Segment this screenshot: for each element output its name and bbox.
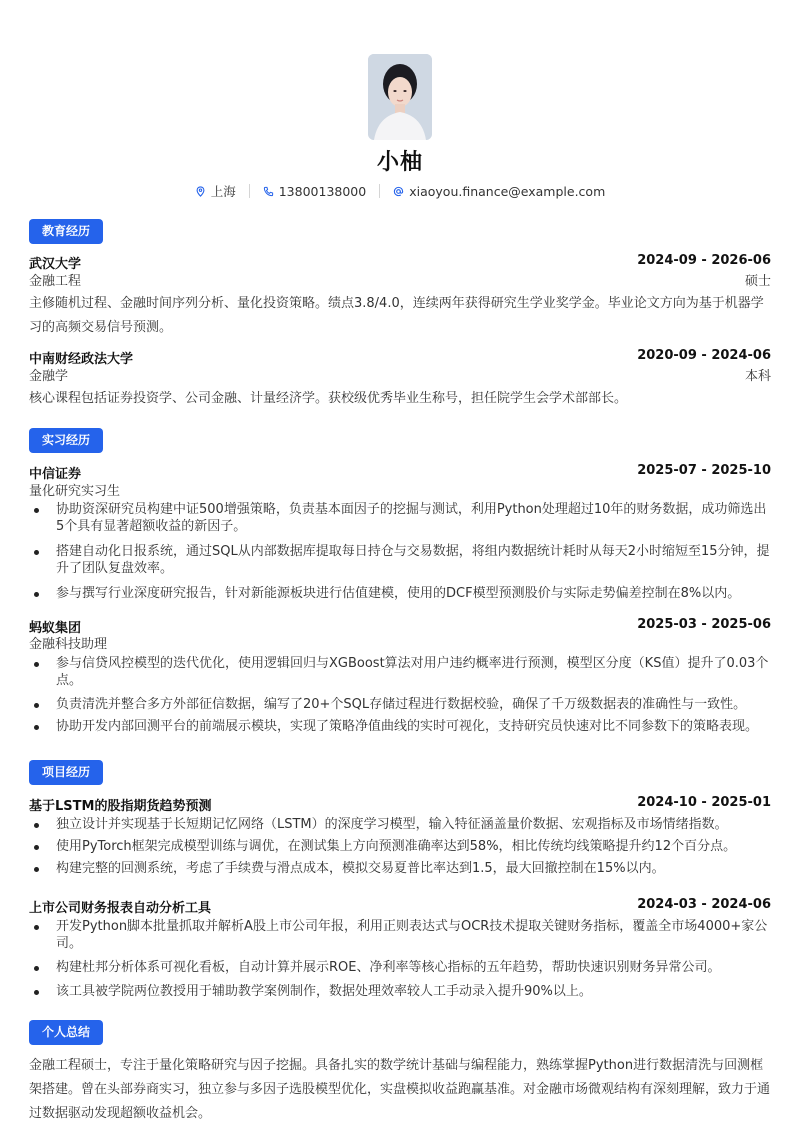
internship-bullets [29, 501, 771, 602]
profile-photo [368, 54, 432, 140]
contact-location [195, 182, 236, 200]
bullet-item: 构建完整的回测系统，考虑了手续费与滑点成本，模拟交易夏普比率达到1.5，最大回撤控制在15%以内。 [29, 860, 771, 877]
education-description: 核心课程包括证券投资学、公司金融、计量经济学。获校级优秀毕业生称号，担任院学生会学术部部长。 [29, 391, 628, 406]
project-date: 2024-03 - 2024-06 [637, 897, 771, 912]
education-school: 中南财经政法大学 [29, 352, 134, 367]
location-text: 上海 [210, 184, 236, 199]
section-education-header: 教育经历 [29, 219, 103, 244]
internship-company: 蚂蚁集团 [29, 621, 82, 636]
internship-date: 2025-07 - 2025-10 [637, 463, 771, 478]
bullet-item: 负责清洗并整合多方外部征信数据，编写了20+个SQL存储过程进行数据校验，确保了千万级数据表的准确性与一致性。 [29, 696, 771, 713]
contact-phone[interactable] [263, 184, 366, 199]
education-degree: 本科 [744, 369, 771, 384]
bullet-item: 协助资深研究员构建中证500增强策略，负责基本面因子的挖掘与测试，利用Python处理超过10年的财务数据，成功筛选出5个具有显著超额收益的新因子。 [29, 501, 771, 535]
project-date: 2024-10 - 2025-01 [637, 795, 771, 810]
education-date: 2020-09 - 2024-06 [637, 348, 771, 363]
bullet-item: 使用PyTorch框架完成模型训练与调优，在测试集上方向预测准确率达到58%，相比传统均线策略提升约12个百分点。 [29, 838, 771, 855]
internship-bullets [29, 655, 771, 735]
contact-email[interactable] [393, 184, 605, 199]
education-school: 武汉大学 [29, 257, 82, 272]
education-degree: 硕士 [744, 274, 771, 289]
education-major: 金融工程 [29, 274, 82, 289]
phone-icon [263, 186, 274, 197]
phone-text: 13800138000 [278, 183, 367, 199]
bullet-item: 该工具被学院两位教授用于辅助教学案例制作，数据处理效率较人工手动录入提升90%以上。 [29, 983, 771, 1000]
bullet-item: 构建杜邦分析体系可视化看板，自动计算并展示ROE、净利率等核心指标的五年趋势，帮助快速识别财务异常公司。 [29, 959, 771, 976]
divider [379, 184, 380, 198]
bullet-item: 协助开发内部回测平台的前端展示模块，实现了策略净值曲线的实时可视化，支持研究员快速对比不同参数下的策略表现。 [29, 718, 771, 735]
contact-info [0, 182, 800, 200]
internship-company: 中信证券 [29, 467, 82, 482]
internship-role: 金融科技助理 [29, 637, 108, 652]
divider [249, 184, 250, 198]
bullet-item: 参与撰写行业深度研究报告，针对新能源板块进行估值建模，使用的DCF模型预测股价与实际走势偏差控制在8%以内。 [29, 585, 771, 602]
section-projects-header: 项目经历 [29, 760, 103, 785]
project-title: 上市公司财务报表自动分析工具 [29, 901, 212, 916]
at-sign-icon [393, 186, 404, 197]
bullet-item: 独立设计并实现基于长短期记忆网络（LSTM）的深度学习模型，输入特征涵盖量价数据、宏观指标及市场情绪指数。 [29, 816, 771, 833]
bullet-item: 参与信贷风控模型的迭代优化，使用逻辑回归与XGBoost算法对用户违约概率进行预测，模型区分度（KS值）提升了0.03个点。 [29, 655, 771, 689]
bullet-item: 搭建自动化日报系统，通过SQL从内部数据库提取每日持仓与交易数据，将组内数据统计耗时从每天2小时缩短至15分钟，提升了团队复盘效率。 [29, 543, 771, 577]
project-title: 基于LSTM的股指期货趋势预测 [29, 799, 212, 814]
section-internship-header: 实习经历 [29, 428, 103, 453]
portrait-illustration-icon [368, 54, 432, 140]
education-major: 金融学 [29, 369, 69, 384]
location-pin-icon [195, 186, 206, 197]
education-description: 主修随机过程、金融时间序列分析、量化投资策略。绩点3.8/4.0，连续两年获得研究生学业奖学金。毕业论文方向为基于机器学习的高频交易信号预测。 [29, 296, 764, 335]
internship-date: 2025-03 - 2025-06 [637, 617, 771, 632]
candidate-name: 小柚 [376, 150, 423, 175]
education-date: 2024-09 - 2026-06 [637, 253, 771, 268]
bullet-item: 开发Python脚本批量抓取并解析A股上市公司年报，利用正则表达式与OCR技术提取关键财务指标，覆盖全市场4000+家公司。 [29, 918, 771, 952]
internship-role: 量化研究实习生 [29, 484, 121, 499]
project-bullets [29, 816, 771, 877]
section-summary-header: 个人总结 [29, 1020, 103, 1045]
summary-text: 金融工程硕士，专注于量化策略研究与因子挖掘。具备扎实的数学统计基础与编程能力，熟练掌握Python进行数据清洗与回测框架搭建。曾在头部券商实习，独立参与多因子选股模型优化，实盘模拟收益跑赢基准。对金融市场微观结构有深刻理解，致力于通过数据驱动发现超额收益机会。 [29, 1058, 771, 1121]
project-bullets [29, 918, 771, 1000]
email-text: xiaoyou.finance@example.com [409, 183, 606, 199]
